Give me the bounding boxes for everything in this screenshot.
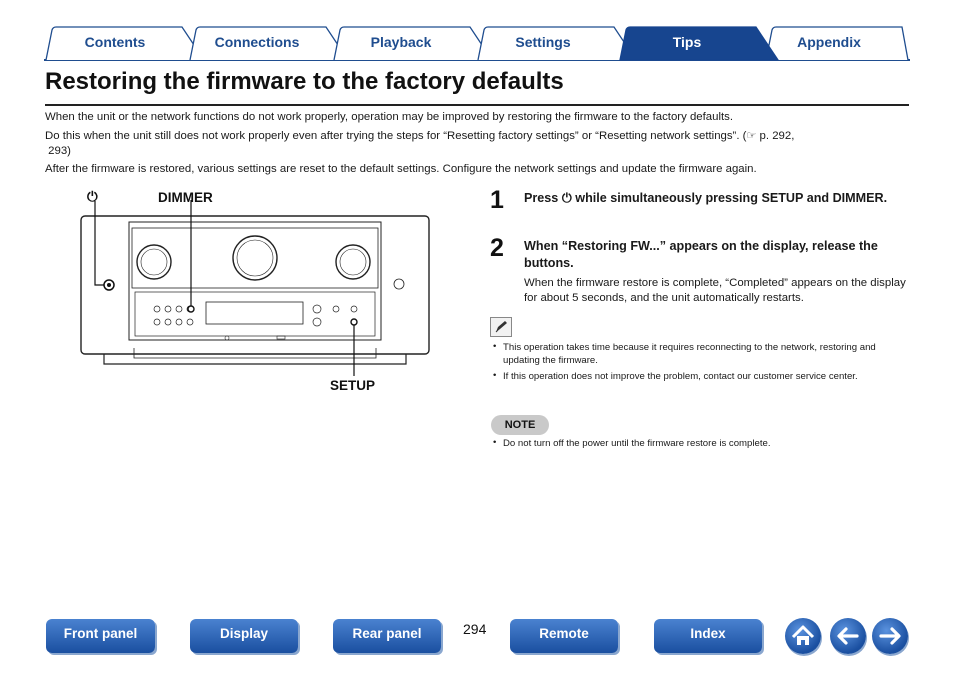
home-button[interactable]	[785, 618, 821, 654]
step-2-number: 2	[490, 234, 504, 262]
bullet-icon: •	[493, 370, 497, 381]
step-2-text: When “Restoring FW...” appears on the display, release the buttons.	[524, 239, 878, 270]
index-button[interactable]: Index	[654, 619, 762, 653]
tab-appendix[interactable]: Appendix	[797, 34, 861, 50]
page-title: Restoring the firmware to the factory defaults	[45, 68, 564, 95]
page-ref-icon: ☞	[746, 130, 757, 142]
power-icon: ⏻	[561, 191, 572, 205]
next-page-button[interactable]	[872, 618, 908, 654]
note-item: Do not turn off the power until the firmware restore is complete.	[503, 438, 771, 449]
power-symbol-label: ⏻	[87, 189, 98, 204]
intro-paragraph-1: When the unit or the network functions do not work properly, operation may be improved by restoring the firmware to the factory defaults.	[45, 111, 733, 123]
dimmer-label: DIMMER	[158, 190, 213, 205]
bullet-icon: •	[493, 341, 497, 352]
page-ref-link[interactable]: 293)	[48, 145, 71, 157]
tab-connections[interactable]: Connections	[214, 34, 300, 50]
bullet-icon: •	[493, 437, 497, 448]
setup-label: SETUP	[330, 378, 376, 393]
home-icon	[785, 618, 821, 654]
tip-item: If this operation does not improve the problem, contact our customer service center.	[503, 371, 858, 382]
remote-button[interactable]: Remote	[510, 619, 618, 653]
step-1-text-b: while simultaneously pressing SETUP and DIMMER.	[571, 191, 888, 205]
intro-paragraph-2	[45, 129, 905, 159]
step-1-number: 1	[490, 186, 504, 214]
step-1-text	[524, 190, 909, 207]
intro-text: Do this when the unit still does not work properly even after trying the steps for “Resetting factory settings” or “Resetting network settings”. (	[45, 130, 747, 142]
rear-panel-button[interactable]: Rear panel	[333, 619, 441, 653]
step-1-text-a: Press	[524, 191, 562, 205]
note-badge: NOTE	[491, 415, 549, 435]
title-divider	[45, 104, 909, 106]
tab-tips[interactable]: Tips	[672, 34, 702, 50]
tab-contents[interactable]: Contents	[84, 34, 146, 50]
pencil-icon	[490, 317, 512, 337]
arrow-right-icon	[872, 618, 908, 654]
previous-page-button[interactable]	[830, 618, 866, 654]
display-button[interactable]: Display	[190, 619, 298, 653]
step-2-detail: When the firmware restore is complete, “Completed” appears on the display for about 5 seconds, and the unit automatically restarts.	[524, 277, 906, 304]
page-number: 294	[463, 621, 487, 637]
tip-item: This operation takes time because it requires reconnecting to the network, restoring and updating the firmware.	[503, 342, 876, 366]
front-panel-diagram	[80, 188, 440, 398]
intro-paragraph-3: After the firmware is restored, various settings are reset to the default settings. Configure the network settings and update the firmware again.	[45, 163, 757, 175]
arrow-left-icon	[830, 618, 866, 654]
tab-bar	[44, 26, 910, 62]
tab-settings[interactable]: Settings	[515, 34, 571, 50]
tab-playback[interactable]: Playback	[370, 34, 432, 50]
front-panel-button[interactable]: Front panel	[46, 619, 155, 653]
page-ref-link[interactable]: p. 292,	[756, 130, 795, 142]
